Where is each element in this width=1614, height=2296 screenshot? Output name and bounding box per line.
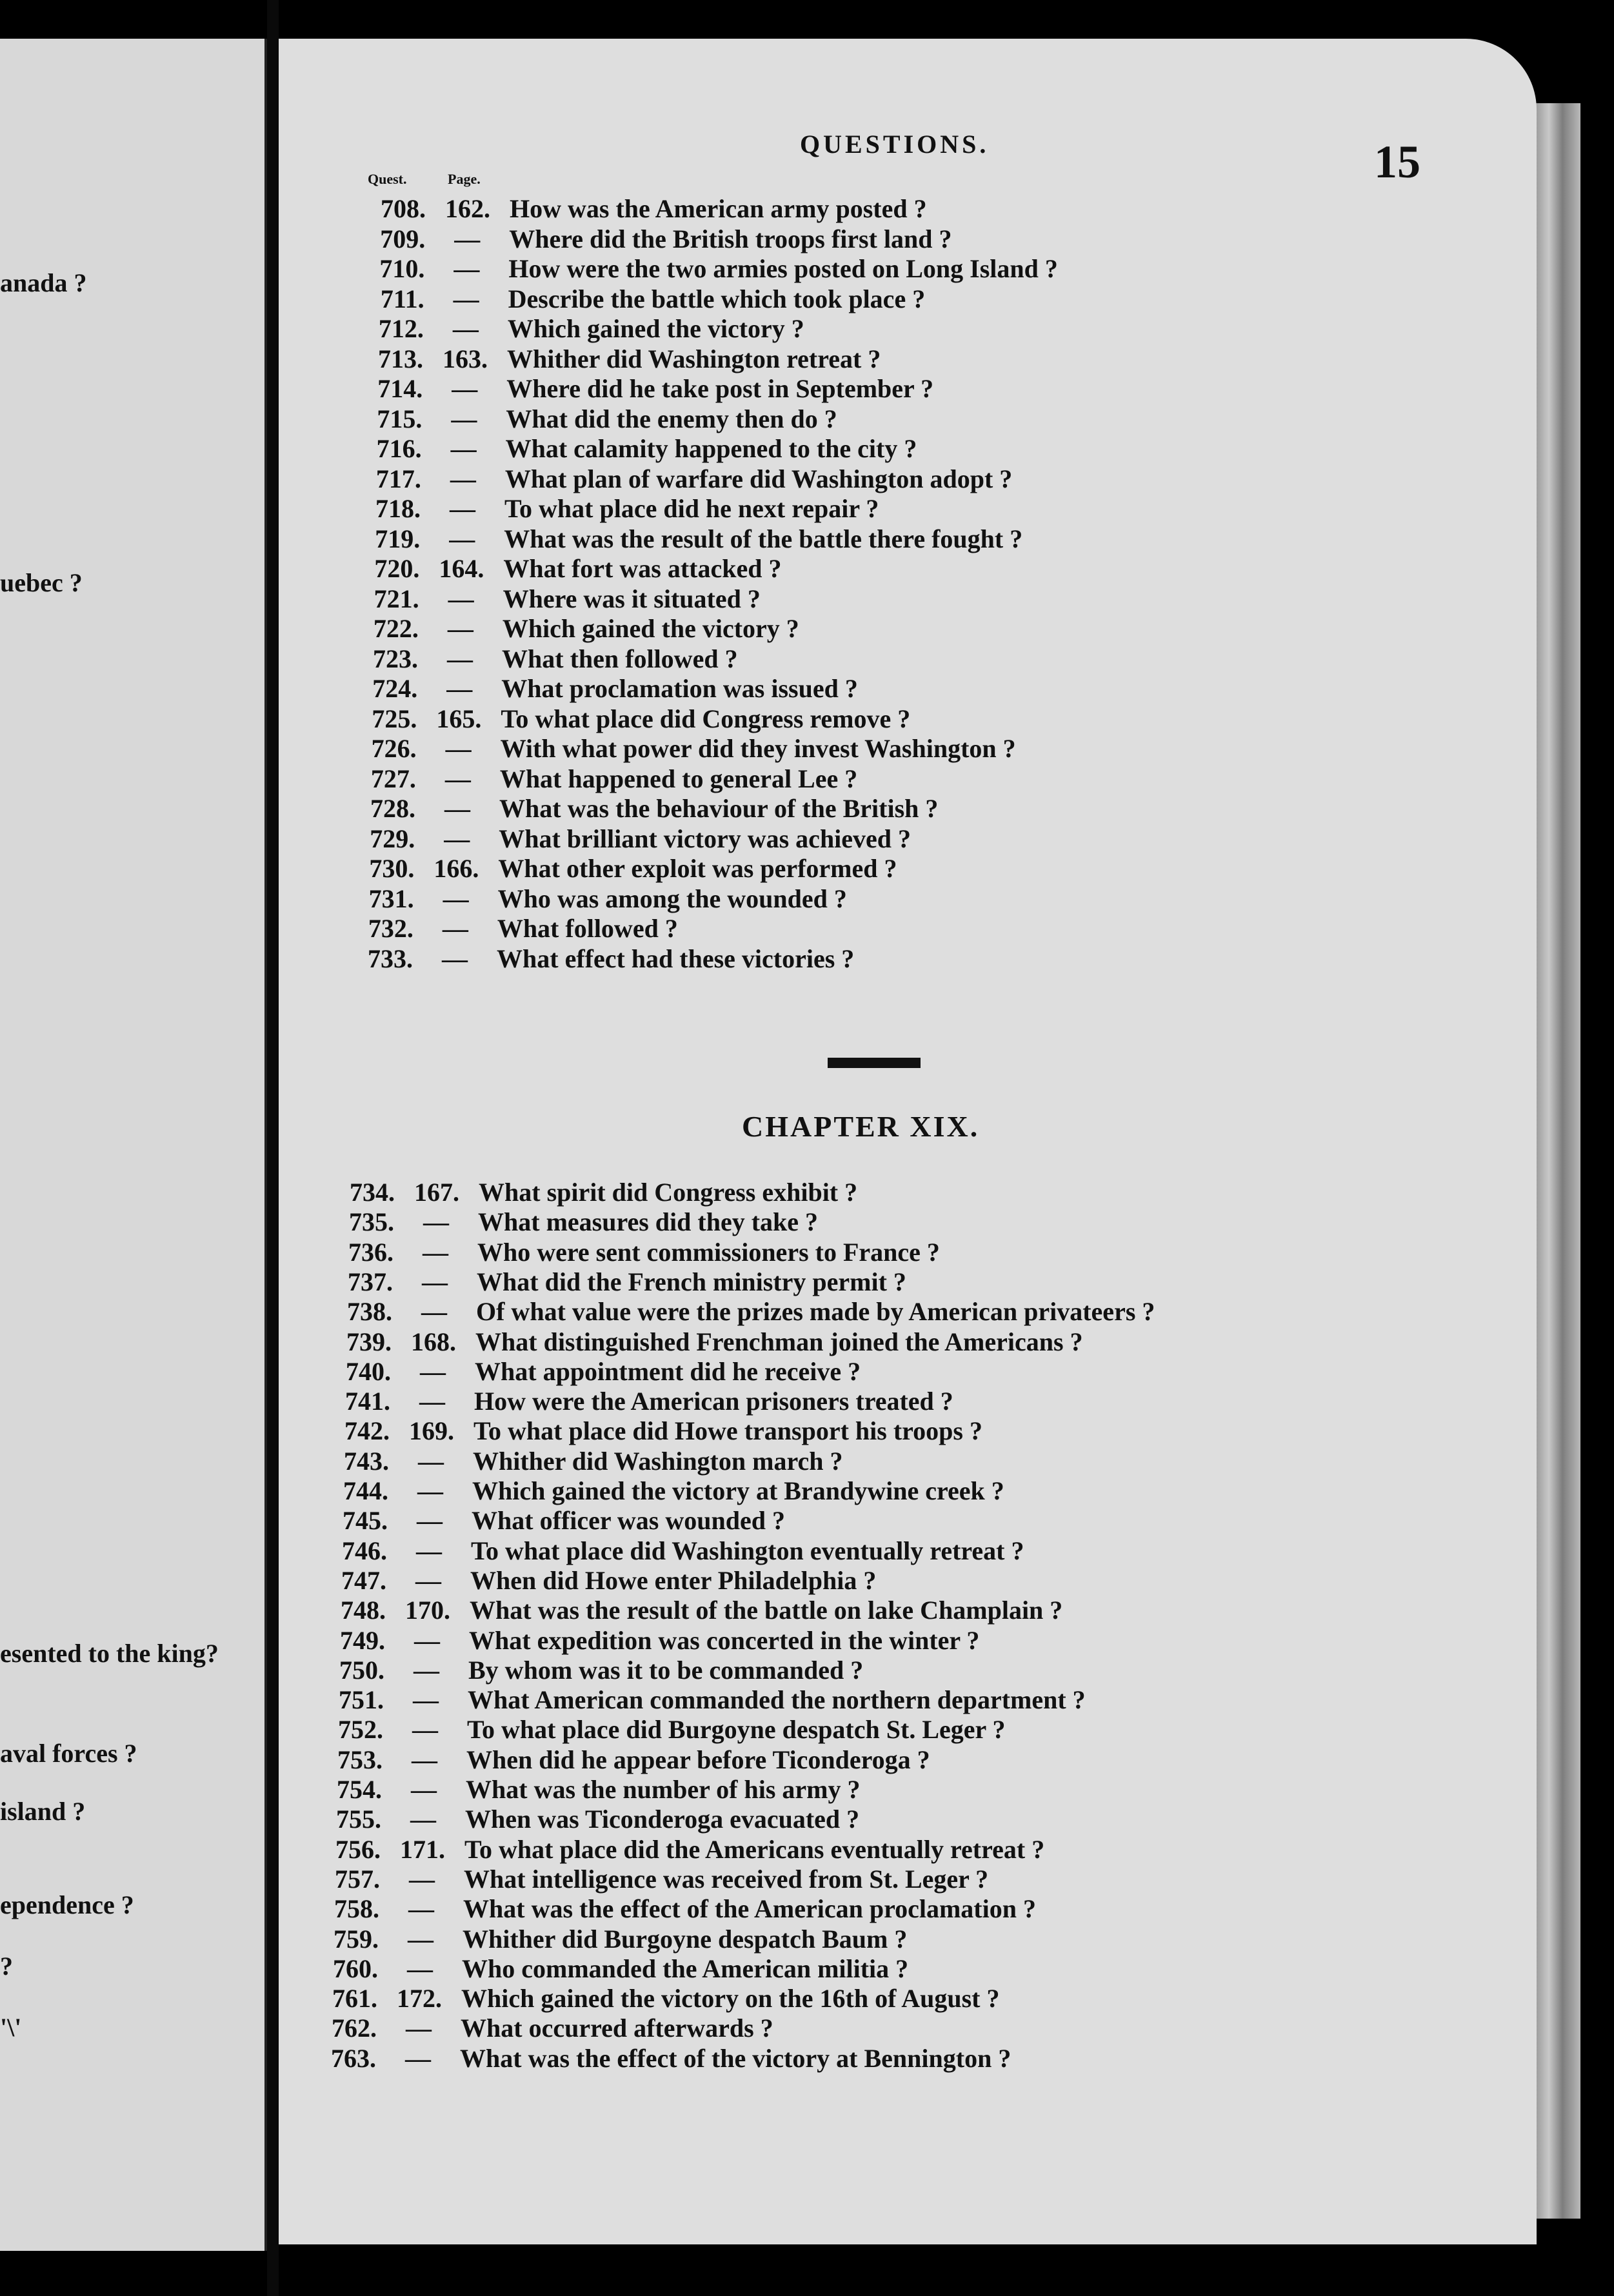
question-text: How was the American army posted ? (510, 194, 927, 223)
page-reference: — (450, 494, 475, 523)
question-text: What followed ? (497, 914, 678, 943)
question-text: What distinguished Frenchman joined the Americans ? (475, 1327, 1083, 1356)
question-text: What was the effect of the victory at Bennington ? (460, 2043, 1011, 2073)
page-reference: — (423, 1207, 449, 1237)
quest-column-header: Quest. (368, 171, 407, 187)
question-number: 744. (343, 1476, 388, 1505)
question-text: What expedition was concerted in the winter ? (469, 1625, 980, 1655)
page-reference: 172. (397, 1984, 442, 2014)
page-reference: 166. (433, 854, 479, 883)
question-number: 750. (339, 1655, 384, 1685)
question-number: 760. (333, 1954, 378, 1983)
left-page-fragment: anada ? (0, 268, 87, 297)
left-page-fragment: aval forces ? (0, 1739, 137, 1768)
question-text: What calamity happened to the city ? (505, 434, 917, 463)
question-text: Whither did Burgoyne despatch Baum ? (463, 1924, 908, 1954)
page-reference: — (448, 584, 474, 613)
page-reference: — (412, 1715, 438, 1745)
page-reference: — (410, 1805, 436, 1834)
page-reference: — (413, 1685, 439, 1715)
question-number: 746. (342, 1536, 387, 1565)
page-reference: 165. (436, 704, 482, 733)
page-reference: — (421, 1297, 447, 1327)
question-number: 731. (368, 884, 414, 913)
question-number: 752. (338, 1715, 383, 1745)
question-text: How were the two armies posted on Long Island ? (508, 254, 1058, 283)
page-reference: — (452, 314, 479, 343)
question-text: To what place did Washington eventually retreat ? (471, 1536, 1024, 1565)
page-reference: — (447, 614, 473, 643)
question-number: 755. (336, 1805, 381, 1834)
page-reference: — (417, 1476, 443, 1505)
page-reference: — (445, 734, 472, 763)
question-text: To what place did Congress remove ? (501, 704, 911, 733)
question-text: Whither did Washington march ? (473, 1446, 843, 1476)
question-text: What other exploit was performed ? (498, 854, 897, 883)
page-reference: — (451, 404, 477, 433)
question-number: 732. (368, 914, 413, 943)
question-number: 709. (380, 224, 426, 253)
question-text: To what place did he next repair ? (504, 494, 879, 523)
question-text: What was the effect of the American proclamation ? (463, 1894, 1036, 1924)
page-reference: — (409, 1864, 435, 1894)
question-number: 763. (331, 2043, 376, 2073)
question-number: 712. (378, 314, 424, 343)
question-text: What was the result of the battle there fought ? (504, 524, 1023, 553)
question-text: What measures did they take ? (478, 1207, 819, 1237)
question-text: What appointment did he receive ? (475, 1356, 861, 1386)
question-text: What plan of warfare did Washington adopt ? (504, 464, 1013, 493)
page-reference: — (406, 2014, 432, 2043)
page-reference: — (452, 374, 478, 403)
question-text: What officer was wounded ? (472, 1506, 785, 1536)
question-text: What intelligence was received from St. Leger ? (464, 1864, 989, 1894)
question-number: 716. (376, 434, 422, 463)
question-number: 714. (377, 374, 423, 403)
page-reference: — (444, 824, 470, 853)
page-reference: 167. (414, 1178, 459, 1207)
question-number: 728. (370, 794, 415, 823)
page-reference: — (407, 1954, 433, 1983)
page-reference: — (450, 434, 477, 463)
question-number: 726. (371, 734, 417, 763)
question-number: 729. (370, 824, 415, 853)
chapter-divider-rule (828, 1058, 921, 1068)
page-reference: — (415, 1565, 441, 1595)
question-text: When was Ticonderoga evacuated ? (465, 1805, 860, 1834)
question-number: 715. (377, 404, 423, 433)
question-text: What then followed ? (502, 644, 738, 673)
page-reference: — (442, 914, 468, 943)
page-column-header: Page. (448, 171, 481, 187)
page-reference: 163. (443, 344, 488, 373)
question-text: With what power did they invest Washington ? (500, 734, 1016, 763)
question-text: Of what value were the prizes made by American privateers ? (476, 1297, 1155, 1327)
question-text: By whom was it to be commanded ? (468, 1655, 864, 1685)
question-number: 733. (368, 944, 413, 973)
question-number: 757. (335, 1864, 380, 1894)
question-number: 753. (337, 1745, 383, 1774)
question-text: Who commanded the American militia ? (462, 1954, 909, 1983)
question-number: 736. (348, 1237, 394, 1267)
question-text: Which gained the victory at Brandywine creek ? (472, 1476, 1004, 1505)
page-number: 15 (1374, 136, 1420, 188)
question-number: 720. (374, 554, 420, 583)
question-text: What was the result of the battle on lake Champlain ? (470, 1596, 1063, 1625)
question-number: 745. (343, 1506, 388, 1536)
page-reference: — (418, 1446, 444, 1476)
question-number: 710. (379, 254, 425, 283)
question-text: Where was it situated ? (503, 584, 761, 613)
page-reference: — (447, 644, 473, 673)
page-reference: 169. (409, 1416, 454, 1446)
question-number: 734. (350, 1178, 395, 1207)
question-number: 758. (334, 1894, 379, 1924)
question-number: 749. (340, 1625, 385, 1655)
page-reference: 171. (400, 1834, 445, 1864)
question-number: 723. (373, 644, 418, 673)
question-number: 735. (349, 1207, 394, 1237)
question-number: 708. (381, 194, 426, 223)
question-number: 756. (335, 1834, 381, 1864)
left-page-fragment: ? (0, 1952, 13, 1981)
question-number: 759. (334, 1924, 379, 1954)
question-number: 713. (378, 344, 423, 373)
question-text: To what place did the Americans eventually retreat ? (464, 1834, 1045, 1864)
page-reference: — (446, 674, 473, 703)
question-text: Who were sent commissioners to France ? (477, 1237, 940, 1267)
page-reference: 162. (445, 194, 490, 223)
page-reference: — (450, 464, 476, 493)
page-reference: — (444, 764, 471, 793)
right-page (279, 39, 1537, 2244)
question-text: To what place did Burgoyne despatch St. Leger ? (467, 1715, 1006, 1745)
question-text: What occurred afterwards ? (461, 2014, 773, 2043)
left-page-fragment: island ? (0, 1797, 86, 1826)
question-text: Where did he take post in September ? (506, 374, 934, 403)
question-text: What fort was attacked ? (503, 554, 782, 583)
page-reference: — (449, 524, 475, 553)
page-reference: — (453, 284, 479, 313)
question-text: Where did the British troops first land ? (509, 224, 952, 253)
left-page-fragment: '\' (0, 2013, 22, 2042)
question-number: 751. (339, 1685, 384, 1715)
page-reference: 170. (405, 1596, 450, 1625)
question-number: 738. (347, 1297, 392, 1327)
question-text: What effect had these victories ? (497, 944, 855, 973)
question-number: 724. (372, 674, 418, 703)
page-reference: — (417, 1506, 443, 1536)
page-reference: — (422, 1267, 448, 1296)
page-reference: — (416, 1536, 442, 1565)
question-number: 754. (337, 1775, 382, 1804)
question-text: What happened to general Lee ? (499, 764, 858, 793)
question-text: Who was among the wounded ? (497, 884, 847, 913)
question-number: 719. (375, 524, 421, 553)
question-text: Whither did Washington retreat ? (507, 344, 881, 373)
question-number: 740. (346, 1356, 391, 1386)
page-reference: — (444, 794, 470, 823)
page-reference: — (405, 2043, 431, 2073)
page-reference: — (411, 1775, 437, 1804)
page-reference: — (423, 1237, 448, 1267)
question-text: How were the American prisoners treated ? (474, 1387, 953, 1416)
question-number: 762. (332, 2014, 377, 2043)
page-reference: — (442, 944, 468, 973)
question-text: What was the behaviour of the British ? (499, 794, 939, 823)
page-reference: — (453, 254, 480, 283)
question-number: 739. (346, 1327, 392, 1356)
page-edge (1535, 103, 1580, 2219)
question-text: What proclamation was issued ? (501, 674, 858, 703)
left-page-fragment: esented to the king? (0, 1639, 219, 1668)
page-reference: — (419, 1387, 445, 1416)
question-text: Which gained the victory on the 16th of August ? (461, 1984, 1000, 2014)
question-number: 717. (375, 464, 421, 493)
page-reference: — (413, 1655, 439, 1685)
chapter-title: CHAPTER XIX. (742, 1110, 980, 1143)
question-text: Describe the battle which took place ? (508, 284, 926, 313)
left-page-fragment: uebec ? (0, 568, 83, 597)
page-reference: — (454, 224, 481, 253)
question-number: 737. (348, 1267, 393, 1296)
question-number: 741. (345, 1387, 390, 1416)
question-text: To what place did Howe transport his troops ? (473, 1416, 982, 1446)
question-number: 711. (380, 284, 424, 313)
question-text: What was the number of his army ? (466, 1775, 861, 1804)
question-text: Which gained the victory ? (502, 614, 799, 643)
page-reference: — (408, 1924, 433, 1954)
question-text: What did the enemy then do ? (506, 404, 837, 433)
question-number: 721. (374, 584, 419, 613)
page-reference: — (408, 1894, 434, 1924)
question-text: Which gained the victory ? (507, 314, 804, 343)
page-reference: — (443, 884, 469, 913)
question-number: 761. (332, 1984, 377, 2014)
page-reference: — (414, 1625, 440, 1655)
page-reference: 164. (439, 554, 484, 583)
question-number: 725. (372, 704, 417, 733)
question-text: What brilliant victory was achieved ? (499, 824, 912, 853)
question-number: 727. (370, 764, 416, 793)
page-reference: 168. (411, 1327, 456, 1356)
question-text: When did he appear before Ticonderoga ? (466, 1745, 930, 1774)
question-text: What spirit did Congress exhibit ? (479, 1178, 858, 1207)
question-number: 743. (344, 1446, 389, 1476)
book-spine (267, 0, 279, 2296)
page-reference: — (412, 1745, 437, 1774)
left-page-fragment: ependence ? (0, 1890, 134, 1919)
question-number: 748. (341, 1596, 386, 1625)
question-text: What American commanded the northern department ? (468, 1685, 1086, 1715)
question-number: 722. (373, 614, 419, 643)
question-number: 747. (341, 1565, 386, 1595)
question-number: 742. (344, 1416, 390, 1446)
question-text: When did Howe enter Philadelphia ? (470, 1565, 877, 1595)
page-reference: — (420, 1356, 446, 1386)
question-text: What did the French ministry permit ? (477, 1267, 906, 1296)
running-head: QUESTIONS. (800, 130, 990, 159)
question-number: 730. (369, 854, 415, 883)
question-number: 718. (375, 494, 421, 523)
